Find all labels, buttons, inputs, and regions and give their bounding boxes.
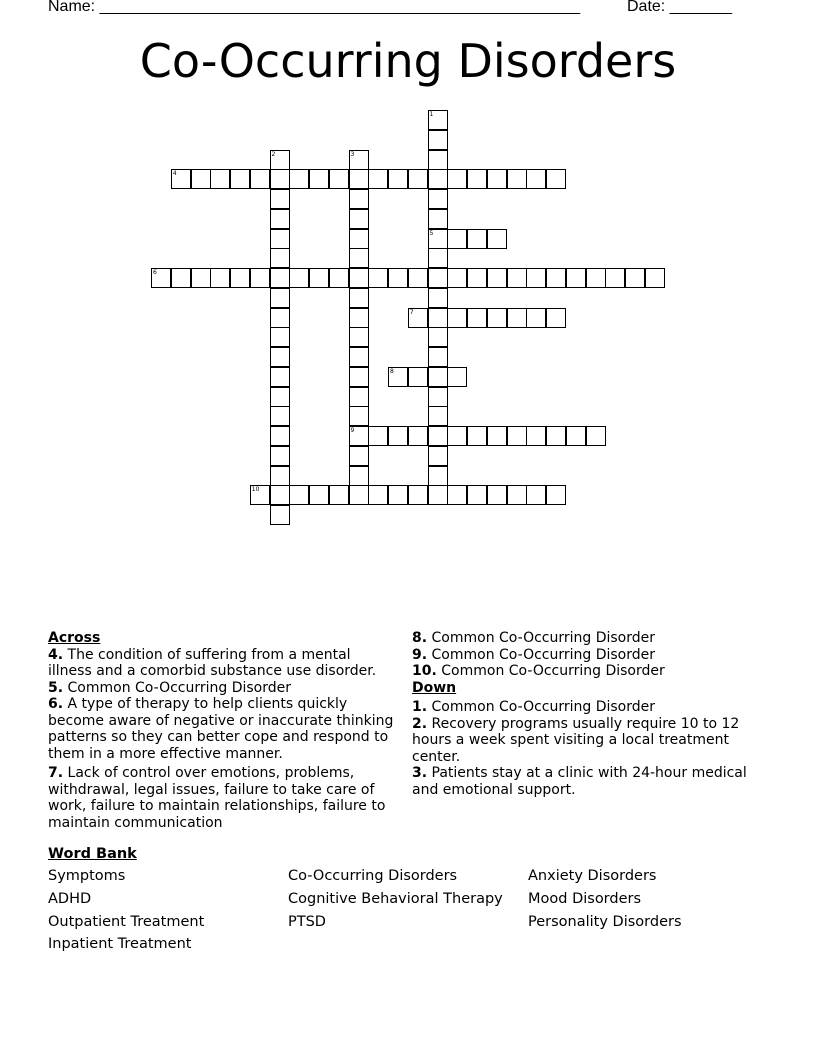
crossword-cell[interactable] [447, 367, 467, 387]
clue-number: 8. [412, 630, 428, 646]
crossword-cell[interactable] [349, 189, 369, 209]
crossword-cell[interactable] [270, 505, 290, 525]
crossword-cell[interactable] [388, 426, 408, 446]
crossword-cell[interactable] [151, 268, 171, 288]
crossword-cell[interactable] [408, 426, 428, 446]
clue-text: Common Co-Occurring Disorder [431, 699, 656, 715]
crossword-cell[interactable] [270, 268, 290, 288]
clue-text: A type of therapy to help clients quickly become aware of negative or inaccurate thinking patterns so they can better cope and respond to them in a more effective manner. [48, 696, 394, 762]
crossword-cell[interactable] [428, 288, 448, 308]
crossword-cell[interactable] [349, 347, 369, 367]
across-heading: Across [48, 630, 101, 646]
crossword-cell[interactable] [428, 485, 448, 505]
down-heading: Down [412, 679, 457, 696]
clues-left-column [48, 630, 398, 831]
crossword-cell[interactable] [507, 485, 527, 505]
crossword-cell[interactable] [428, 130, 448, 150]
cell-number: 10 [251, 486, 260, 494]
clue-text: Recovery programs usually require 10 to 12 hours a week spent visiting a local treatment center. [412, 715, 740, 765]
crossword-cell[interactable] [408, 367, 428, 387]
crossword-cell[interactable] [270, 189, 290, 209]
crossword-cell[interactable] [428, 209, 448, 229]
crossword-cell[interactable] [191, 169, 211, 189]
clue-text: Patients stay at a clinic with 24-hour medical and emotional support. [412, 765, 747, 798]
cell-number: 2 [271, 150, 276, 158]
crossword-cell[interactable] [467, 268, 487, 288]
word-bank-item: Anxiety Disorders [528, 868, 657, 884]
clue-number: 7. [48, 765, 64, 781]
crossword-cell[interactable] [447, 426, 467, 446]
crossword-cell[interactable] [368, 169, 388, 189]
crossword-cell[interactable] [447, 308, 467, 328]
cell-number: 4 [172, 170, 177, 178]
crossword-cell[interactable] [507, 308, 527, 328]
date-field-label[interactable]: Date: _______ [627, 0, 732, 15]
crossword-cell[interactable] [546, 169, 566, 189]
crossword-cell[interactable] [546, 485, 566, 505]
clue-text: The condition of suffering from a mental illness and a comorbid substance use disorder. [48, 646, 377, 679]
crossword-cell[interactable] [447, 268, 467, 288]
clue-text: Common Co-Occurring Disorder [431, 630, 656, 646]
clue-down-3 [412, 765, 762, 798]
crossword-cell[interactable] [507, 268, 527, 288]
crossword-cell[interactable] [349, 308, 369, 328]
crossword-cell[interactable] [349, 229, 369, 249]
crossword-cell[interactable] [309, 268, 329, 288]
crossword-cell[interactable] [349, 466, 369, 486]
crossword-cell[interactable] [270, 288, 290, 308]
crossword-cell[interactable] [368, 485, 388, 505]
crossword-cell[interactable] [566, 268, 586, 288]
crossword-cell[interactable] [349, 169, 369, 189]
crossword-cell[interactable] [487, 229, 507, 249]
crossword-cell[interactable] [467, 169, 487, 189]
crossword-cell[interactable] [408, 485, 428, 505]
crossword-cell[interactable] [349, 268, 369, 288]
crossword-cell[interactable] [349, 387, 369, 407]
crossword-cell[interactable] [447, 485, 467, 505]
word-bank-item: PTSD [288, 914, 326, 930]
crossword-cell[interactable] [270, 387, 290, 407]
crossword-cell[interactable] [329, 268, 349, 288]
crossword-cell[interactable] [428, 327, 448, 347]
crossword-cell[interactable] [428, 347, 448, 367]
clue-number: 3. [412, 765, 428, 781]
clue-across-10 [412, 663, 762, 680]
crossword-cell[interactable] [428, 367, 448, 387]
crossword-cell[interactable] [467, 426, 487, 446]
word-bank [48, 846, 768, 952]
crossword-cell[interactable] [368, 426, 388, 446]
clues-right-column [412, 630, 762, 798]
crossword-cell[interactable] [467, 485, 487, 505]
crossword-cell[interactable] [230, 268, 250, 288]
crossword-cell[interactable] [289, 268, 309, 288]
cell-number: 3 [350, 150, 355, 158]
crossword-cell[interactable] [270, 485, 290, 505]
clue-number: 4. [48, 646, 64, 663]
crossword-cell[interactable] [349, 446, 369, 466]
name-field-label[interactable]: Name: ______________________________________________________ [48, 0, 581, 15]
crossword-cell[interactable] [428, 169, 448, 189]
crossword-cell[interactable] [270, 327, 290, 347]
clue-down-2 [412, 716, 762, 766]
crossword-cell[interactable] [349, 150, 369, 170]
crossword-cell[interactable] [526, 268, 546, 288]
crossword-cell[interactable] [507, 169, 527, 189]
crossword-cell[interactable] [388, 268, 408, 288]
crossword-cell[interactable] [309, 169, 329, 189]
crossword-cell[interactable] [171, 169, 191, 189]
crossword-cell[interactable] [191, 268, 211, 288]
crossword-cell[interactable] [428, 229, 448, 249]
crossword-cell[interactable] [428, 406, 448, 426]
clue-text: Common Co-Occurring Disorder [431, 646, 656, 663]
word-bank-item: Co-Occurring Disorders [288, 868, 458, 884]
clue-across-5 [48, 680, 398, 697]
crossword-cell[interactable] [605, 268, 625, 288]
word-bank-item: Outpatient Treatment [48, 914, 205, 930]
crossword-cell[interactable] [546, 268, 566, 288]
crossword-cell[interactable] [388, 169, 408, 189]
crossword-cell[interactable] [507, 426, 527, 446]
crossword-cell[interactable] [250, 268, 270, 288]
crossword-cell[interactable] [270, 248, 290, 268]
crossword-cell[interactable] [526, 426, 546, 446]
clue-across-9 [412, 647, 762, 664]
clue-number: 1. [412, 699, 428, 715]
crossword-cell[interactable] [408, 308, 428, 328]
crossword-cell[interactable] [368, 268, 388, 288]
crossword-cell[interactable] [289, 169, 309, 189]
clue-text: Lack of control over emotions, problems, withdrawal, legal issues, failure to take care of work, failure to maintain relationships, failure to maintain communication [48, 765, 386, 831]
crossword-cell[interactable] [447, 169, 467, 189]
crossword-cell[interactable] [210, 268, 230, 288]
crossword-cell[interactable] [526, 308, 546, 328]
crossword-cell[interactable] [270, 406, 290, 426]
cell-number: 5 [429, 229, 434, 237]
crossword-cell[interactable] [487, 268, 507, 288]
crossword-cell[interactable] [349, 327, 369, 347]
crossword-cell[interactable] [625, 268, 645, 288]
crossword-cell[interactable] [428, 387, 448, 407]
word-bank-heading: Word Bank [48, 846, 137, 862]
word-bank-item: Cognitive Behavioral Therapy [288, 891, 503, 907]
crossword-cell[interactable] [388, 367, 408, 387]
crossword-cell[interactable] [270, 466, 290, 486]
crossword-cell[interactable] [428, 268, 448, 288]
clue-across-7 [48, 765, 398, 831]
crossword-cell[interactable] [270, 426, 290, 446]
crossword-cell[interactable] [270, 367, 290, 387]
crossword-cell[interactable] [586, 268, 606, 288]
crossword-cell[interactable] [546, 308, 566, 328]
crossword-cell[interactable] [467, 308, 487, 328]
crossword-cell[interactable] [250, 485, 270, 505]
word-bank-item: Inpatient Treatment [48, 936, 192, 952]
clue-number: 2. [412, 715, 428, 732]
cell-number: 6 [153, 269, 157, 276]
clue-across-4 [48, 647, 398, 680]
crossword-cell[interactable] [309, 485, 329, 505]
cell-number: 8 [390, 367, 394, 375]
crossword-cell[interactable] [487, 308, 507, 328]
crossword-cell[interactable] [467, 229, 487, 249]
crossword-cell[interactable] [349, 209, 369, 229]
crossword-cell[interactable] [546, 426, 566, 446]
crossword-cell[interactable] [408, 169, 428, 189]
crossword-cell[interactable] [270, 229, 290, 249]
crossword-cell[interactable] [388, 485, 408, 505]
crossword-cell[interactable] [447, 229, 467, 249]
crossword-cell[interactable] [428, 308, 448, 328]
crossword-cell[interactable] [566, 426, 586, 446]
crossword-cell[interactable] [270, 209, 290, 229]
crossword-cell[interactable] [428, 426, 448, 446]
crossword-cell[interactable] [171, 268, 191, 288]
word-bank-item: Mood Disorders [528, 891, 642, 907]
crossword-cell[interactable] [408, 268, 428, 288]
clue-across-8 [412, 630, 762, 647]
crossword-cell[interactable] [487, 426, 507, 446]
crossword-cell[interactable] [428, 150, 448, 170]
crossword-cell[interactable] [526, 485, 546, 505]
cell-number: 7 [409, 308, 414, 316]
crossword-cell[interactable] [349, 288, 369, 308]
clue-number: 10. [412, 663, 437, 679]
crossword-cell[interactable] [428, 248, 448, 268]
crossword-cell[interactable] [329, 169, 349, 189]
crossword-cell[interactable] [210, 169, 230, 189]
cell-number: 1 [429, 111, 434, 118]
crossword-cell[interactable] [349, 485, 369, 505]
crossword-cell[interactable] [428, 446, 448, 466]
clue-text: Common Co-Occurring Disorder [441, 663, 665, 679]
crossword-cell[interactable] [428, 110, 448, 130]
crossword-cell[interactable] [487, 485, 507, 505]
word-bank-item: ADHD [48, 891, 92, 907]
clue-across-6 [48, 696, 398, 762]
crossword-cell[interactable] [250, 169, 270, 189]
crossword-cell[interactable] [270, 308, 290, 328]
crossword-cell[interactable] [270, 446, 290, 466]
clue-down-1 [412, 699, 762, 716]
clue-number: 6. [48, 696, 64, 712]
crossword-cell[interactable] [428, 466, 448, 486]
crossword-cell[interactable] [270, 150, 290, 170]
crossword-cell[interactable] [349, 367, 369, 387]
cell-number: 9 [350, 427, 355, 434]
crossword-cell[interactable] [270, 347, 290, 367]
clue-number: 5. [48, 679, 64, 696]
crossword-cell[interactable] [645, 268, 665, 288]
crossword-cell[interactable] [586, 426, 606, 446]
clue-number: 9. [412, 646, 428, 663]
crossword-cell[interactable] [428, 189, 448, 209]
page-title: Co-Occurring Disorders [139, 34, 677, 88]
crossword-cell[interactable] [230, 169, 250, 189]
crossword-cell[interactable] [270, 169, 290, 189]
crossword-cell[interactable] [329, 485, 349, 505]
word-bank-item: Symptoms [48, 868, 126, 884]
crossword-cell[interactable] [349, 248, 369, 268]
crossword-cell[interactable] [349, 406, 369, 426]
crossword-cell[interactable] [349, 426, 369, 446]
word-bank-item: Personality Disorders [528, 914, 682, 930]
crossword-cell[interactable] [526, 169, 546, 189]
crossword-cell[interactable] [487, 169, 507, 189]
crossword-cell[interactable] [289, 485, 309, 505]
clue-text: Common Co-Occurring Disorder [67, 679, 292, 696]
